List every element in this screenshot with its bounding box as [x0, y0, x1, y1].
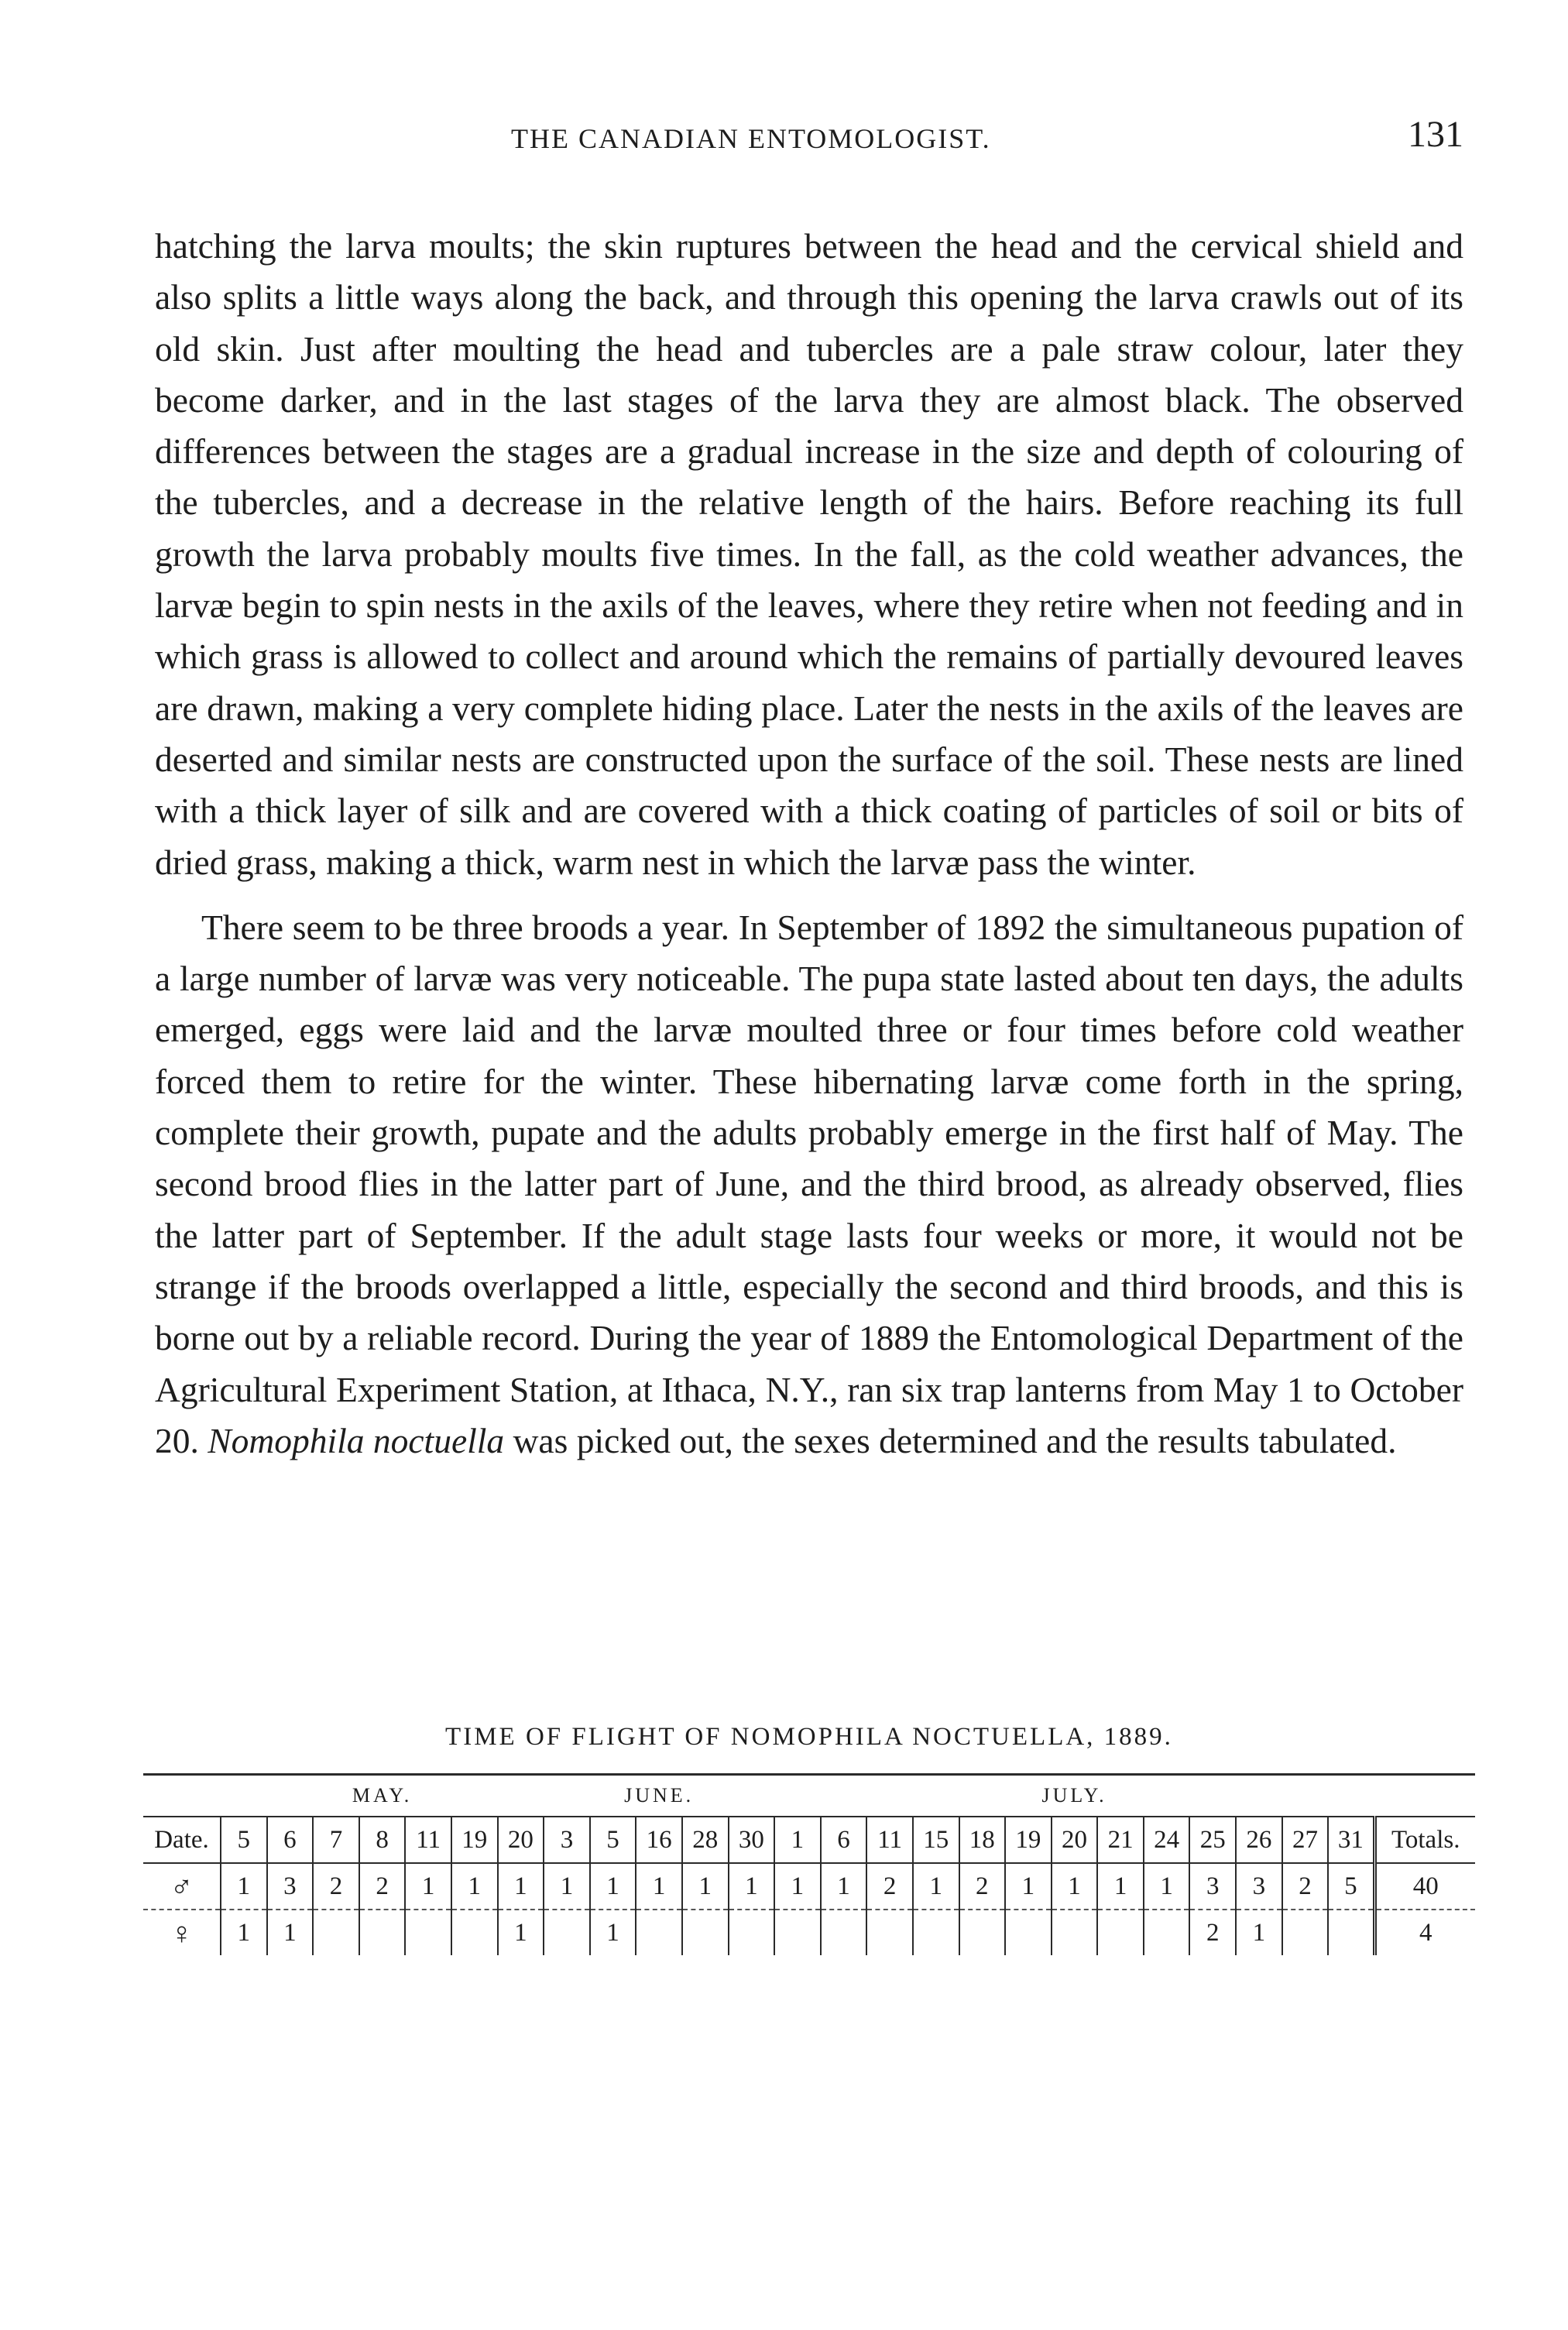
date-cell: 24 [1144, 1817, 1190, 1863]
male-count-cell: 1 [682, 1863, 729, 1910]
page-number: 131 [1408, 114, 1463, 155]
article-body [155, 221, 1463, 1467]
date-cell: 27 [1282, 1817, 1329, 1863]
date-cell: 8 [359, 1817, 406, 1863]
male-symbol: ♂ [143, 1863, 221, 1910]
female-count-cell [821, 1910, 867, 1955]
taxon-name: Nomophila noctuella [208, 1420, 505, 1460]
date-cell: 20 [1052, 1817, 1098, 1863]
paragraph-2-text: There seem to be three broods a year. In September of 1892 the simultaneous pupation of a large number of larvæ was very noticeable. The pupa state lasted about ten days, the adults emerged, eggs were laid and the larvæ moulted three or four times before cold weather forced them to retire for the winter. These hibernating larvæ come forth in the spring, complete their growth, pupate and the adults probably emerge in the first half of May. The second brood flies in the latter part of June, and the third brood, as already observed, flies the latter part of September. If the adult stage lasts four weeks or more, it would not be strange if the broods overlapped a little, especially the second and third broods, and this is borne out by a reliable record. During the year of 1889 the Entomological Department of the Agricultural Experiment Station, at Ithaca, N.Y., ran six trap lanterns from May 1 to October 20. [155, 907, 1463, 1460]
female-count-cell [636, 1910, 682, 1955]
date-cell: 5 [590, 1817, 636, 1863]
female-count-cell [313, 1910, 359, 1955]
date-cell: 20 [498, 1817, 544, 1863]
date-cell: 7 [313, 1817, 359, 1863]
female-count-cell [359, 1910, 406, 1955]
month-july: JULY. [774, 1775, 1374, 1817]
date-cell: 21 [1097, 1817, 1144, 1863]
female-total: 4 [1374, 1910, 1475, 1955]
female-count-cell [1144, 1910, 1190, 1955]
date-cell: 26 [1236, 1817, 1282, 1863]
date-cell: 19 [1005, 1817, 1052, 1863]
male-count-cell: 1 [636, 1863, 682, 1910]
date-cell: 30 [729, 1817, 775, 1863]
female-count-cell [1005, 1910, 1052, 1955]
male-count-cell: 1 [590, 1863, 636, 1910]
date-cell: 6 [821, 1817, 867, 1863]
female-count-cell: 1 [498, 1910, 544, 1955]
running-head: THE CANADIAN ENTOMOLOGIST. [511, 123, 991, 154]
female-row [143, 1910, 1475, 1955]
male-count-cell: 2 [359, 1863, 406, 1910]
month-totals-spacer [1374, 1775, 1475, 1817]
female-count-cell: 1 [1236, 1910, 1282, 1955]
male-count-cell: 3 [1189, 1863, 1236, 1910]
female-count-cell [544, 1910, 590, 1955]
month-june: JUNE. [544, 1775, 774, 1817]
date-cell: 15 [913, 1817, 959, 1863]
male-total: 40 [1374, 1863, 1475, 1910]
male-count-cell: 5 [1328, 1863, 1374, 1910]
date-label: Date. [143, 1817, 221, 1863]
page-header [155, 107, 1463, 169]
female-count-cell [405, 1910, 451, 1955]
totals-label: Totals. [1374, 1817, 1475, 1863]
paragraph-2 [155, 902, 1463, 1467]
date-cell: 11 [405, 1817, 451, 1863]
male-count-cell: 1 [729, 1863, 775, 1910]
date-cell: 11 [866, 1817, 913, 1863]
male-count-cell: 2 [959, 1863, 1006, 1910]
male-count-cell: 3 [1236, 1863, 1282, 1910]
male-count-cell: 2 [313, 1863, 359, 1910]
female-count-cell [913, 1910, 959, 1955]
female-count-cell: 2 [1189, 1910, 1236, 1955]
male-count-cell: 1 [405, 1863, 451, 1910]
flight-table [143, 1773, 1475, 1955]
date-cell: 28 [682, 1817, 729, 1863]
date-cell: 6 [267, 1817, 314, 1863]
male-count-cell: 2 [866, 1863, 913, 1910]
date-cell: 5 [221, 1817, 267, 1863]
female-count-cell [774, 1910, 821, 1955]
female-count-cell [451, 1910, 498, 1955]
female-count-cell [866, 1910, 913, 1955]
female-count-cell [682, 1910, 729, 1955]
male-count-cell: 1 [544, 1863, 590, 1910]
date-cell: 25 [1189, 1817, 1236, 1863]
male-count-cell: 1 [1052, 1863, 1098, 1910]
female-count-cell [729, 1910, 775, 1955]
male-count-cell: 1 [913, 1863, 959, 1910]
female-symbol: ♀ [170, 1915, 194, 1951]
male-count-cell: 1 [1144, 1863, 1190, 1910]
date-cell: 16 [636, 1817, 682, 1863]
male-count-cell: 2 [1282, 1863, 1329, 1910]
date-cell: 18 [959, 1817, 1006, 1863]
paragraph-2-ending: was picked out, the sexes determined and the results tabulated. [504, 1420, 1397, 1460]
male-count-cell: 1 [774, 1863, 821, 1910]
date-cell: 3 [544, 1817, 590, 1863]
female-count-cell: 1 [221, 1910, 267, 1955]
female-count-cell: 1 [267, 1910, 314, 1955]
male-count-cell: 1 [1097, 1863, 1144, 1910]
month-spacer [143, 1775, 221, 1817]
male-count-cell: 1 [221, 1863, 267, 1910]
date-cell: 1 [774, 1817, 821, 1863]
female-count-cell [1282, 1910, 1329, 1955]
male-count-cell: 1 [451, 1863, 498, 1910]
table-title: TIME OF FLIGHT OF NOMOPHILA NOCTUELLA, 1889. [445, 1723, 1173, 1751]
male-count-cell: 3 [267, 1863, 314, 1910]
month-row [143, 1775, 1475, 1817]
date-cell: 31 [1328, 1817, 1374, 1863]
female-count-cell [1052, 1910, 1098, 1955]
female-count-cell [959, 1910, 1006, 1955]
male-count-cell: 1 [821, 1863, 867, 1910]
male-row [143, 1863, 1475, 1910]
male-count-cell: 1 [498, 1863, 544, 1910]
female-count-cell [1097, 1910, 1144, 1955]
date-row [143, 1817, 1475, 1863]
male-count-cell: 1 [1005, 1863, 1052, 1910]
month-may: MAY. [221, 1775, 544, 1817]
female-count-cell [1328, 1910, 1374, 1955]
paragraph-1: hatching the larva moults; the skin ruptures between the head and the cervical shield and also splits a little ways along the back, and through this opening the larva crawls out of its old skin. Just after moulting the head and tubercles are a pale straw colour, later they become darker, and in the last stages of the larva they are almost black. The observed differences between the stages are a gradual increase in the size and depth of colouring of the tubercles, and a decrease in the relative length of the hairs. Before reaching its full growth the larva probably moults five times. In the fall, as the cold weather advances, the larvæ begin to spin nests in the axils of the leaves, where they retire when not feeding and in which grass is allowed to collect and around which the remains of partially devoured leaves are drawn, making a very complete hiding place. Later the nests in the axils of the leaves are deserted and similar nests are constructed upon the surface of the soil. These nests are lined with a thick layer of silk and are covered with a thick coating of particles of soil or bits of dried grass, making a thick, warm nest in which the larvæ pass the winter. [155, 226, 1463, 882]
date-cell: 19 [451, 1817, 498, 1863]
female-count-cell: 1 [590, 1910, 636, 1955]
